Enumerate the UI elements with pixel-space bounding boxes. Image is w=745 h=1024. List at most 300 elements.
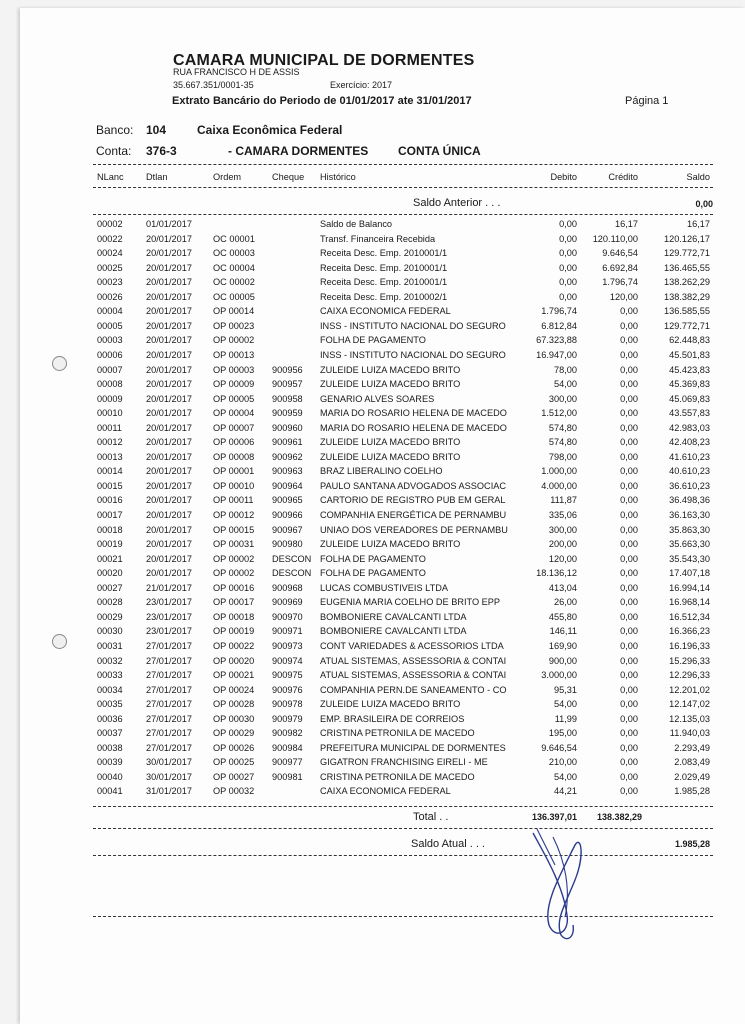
cell-historico: COMPANHIA PERN.DE SANEAMENTO - CO [320,684,507,695]
cell-historico: UNIAO DOS VEREADORES DE PERNAMBU [320,524,508,535]
cell-cheque: 900982 [272,728,303,739]
cell-ordem: OP 00032 [213,786,255,797]
column-header-historico: Histórico [320,172,356,182]
statement-title: Extrato Bancário do Periodo de 01/01/2017 ate 31/01/2017 [172,95,472,107]
cell-dtlan: 20/01/2017 [146,437,192,448]
cell-saldo: 45.423,83 [669,364,710,375]
cell-ordem: OP 00015 [213,524,255,535]
cell-ordem: OP 00001 [213,466,255,477]
column-header-nlanc: NLanc [97,172,124,182]
cell-debito: 120,00 [548,553,577,564]
cell-historico: ZULEIDE LUIZA MACEDO BRITO [320,699,461,710]
cell-ordem: OP 00004 [213,408,255,419]
cell-debito: 146,11 [549,626,577,637]
cell-historico: BOMBONIERE CAVALCANTI LTDA [320,626,467,637]
cell-debito: 6.812,84 [541,320,577,331]
column-header-dtlan: Dtlan [146,172,168,182]
cell-credito: 16,17 [615,219,638,229]
cell-credito: 120.110,00 [592,233,638,244]
cell-historico: EUGENIA MARIA COELHO DE BRITO EPP [320,597,501,608]
column-header-ordem: Ordem [213,172,242,182]
cell-dtlan: 31/01/2017 [146,786,192,797]
cell-dtlan: 01/01/2017 [146,219,192,229]
cell-dtlan: 27/01/2017 [146,640,192,651]
divider [93,164,713,165]
cell-dtlan: 20/01/2017 [146,451,192,462]
cell-historico: Transf. Financeira Recebida [320,233,436,244]
cell-ordem: OP 00012 [213,510,255,520]
cell-ordem: OP 00024 [213,684,255,695]
cell-nlanc: 00013 [97,451,123,462]
cell-cheque: 900960 [272,422,303,433]
cell-saldo: 2.293,49 [674,742,710,753]
cell-saldo: 129.772,71 [664,320,710,331]
cell-credito: 0,00 [620,655,638,666]
cell-saldo: 40.610,23 [669,466,710,477]
cell-dtlan: 23/01/2017 [146,626,192,637]
cell-credito: 0,00 [620,611,638,622]
cell-nlanc: 00027 [97,582,123,593]
cell-credito: 0,00 [620,349,638,360]
cell-dtlan: 20/01/2017 [146,262,192,273]
cell-historico: BRAZ LIBERALINO COELHO [320,466,443,477]
cell-credito: 0,00 [620,320,638,331]
cell-historico: EMP. BRASILEIRA DE CORREIOS [320,713,465,724]
cell-saldo: 136.585,55 [664,306,710,317]
cell-saldo: 136.465,55 [664,262,710,273]
divider [93,187,713,188]
cell-cheque: 900977 [272,757,303,768]
cell-saldo: 12.135,03 [669,713,710,724]
cell-nlanc: 00024 [97,248,123,259]
cell-ordem: OP 00013 [213,349,255,360]
cell-debito: 300,00 [548,524,577,535]
divider [93,828,713,829]
cell-ordem: OP 00016 [213,582,255,593]
cell-debito: 26,00 [554,597,577,608]
cell-historico: LUCAS COMBUSTIVEIS LTDA [320,582,448,593]
cell-saldo: 16.366,23 [669,626,710,637]
cell-debito: 210,00 [548,757,577,768]
cell-saldo: 12.147,02 [669,699,710,710]
cell-dtlan: 20/01/2017 [146,510,192,520]
cell-nlanc: 00009 [97,393,123,404]
cell-dtlan: 21/01/2017 [146,582,192,593]
cell-credito: 0,00 [620,393,638,404]
cell-credito: 0,00 [620,757,638,768]
cell-dtlan: 20/01/2017 [146,349,192,360]
cell-historico: Receita Desc. Emp. 2010001/1 [320,277,448,288]
cell-debito: 54,00 [554,379,577,390]
cell-dtlan: 27/01/2017 [146,684,192,695]
cell-credito: 0,00 [620,786,638,797]
cell-dtlan: 20/01/2017 [146,320,192,331]
cell-saldo: 16.968,14 [669,597,710,608]
cell-saldo: 138.382,29 [664,291,710,302]
cell-nlanc: 00023 [97,277,123,288]
cell-historico: CONT VARIEDADES & ACESSORIOS LTDA [320,640,504,651]
cell-nlanc: 00015 [97,480,123,491]
column-header-credito: Crédito [608,172,638,182]
cell-ordem: OP 00018 [213,611,255,622]
cell-cheque: 900979 [272,713,303,724]
cell-dtlan: 20/01/2017 [146,524,192,535]
cell-ordem: OP 00025 [213,757,255,768]
divider [93,214,713,215]
cell-debito: 1.000,00 [541,466,577,477]
cell-saldo: 45.501,83 [669,349,710,360]
cell-nlanc: 00030 [97,626,123,637]
cell-credito: 0,00 [620,480,638,491]
cell-dtlan: 30/01/2017 [146,757,192,768]
cell-historico: INSS - INSTITUTO NACIONAL DO SEGURO [320,349,506,360]
cell-dtlan: 23/01/2017 [146,597,192,608]
cell-dtlan: 20/01/2017 [146,466,192,477]
cell-credito: 0,00 [620,408,638,419]
cell-debito: 18.136,12 [536,568,577,579]
cell-credito: 0,00 [620,466,638,477]
cell-debito: 111,87 [550,495,577,506]
cell-nlanc: 00004 [97,306,123,317]
cell-debito: 54,00 [554,699,577,710]
cell-debito: 54,00 [554,771,577,782]
cell-cheque: 900984 [272,742,303,753]
cell-dtlan: 27/01/2017 [146,670,192,681]
cell-historico: PREFEITURA MUNICIPAL DE DORMENTES [320,742,506,753]
cell-historico: MARIA DO ROSARIO HELENA DE MACEDO [320,408,507,419]
cell-historico: Receita Desc. Emp. 2010001/1 [320,248,448,259]
exercicio-value: 2017 [372,80,393,90]
cell-saldo: 15.296,33 [669,655,710,666]
cell-saldo: 45.369,83 [669,379,710,390]
cell-saldo: 35.863,30 [669,524,710,535]
cell-credito: 0,00 [620,568,638,579]
cell-ordem: OP 00005 [213,393,255,404]
cell-ordem: OP 00029 [213,728,255,739]
cell-nlanc: 00026 [97,291,123,302]
total-credito: 138.382,29 [596,812,642,822]
cell-dtlan: 20/01/2017 [146,495,192,506]
cell-nlanc: 00034 [97,684,123,695]
cell-nlanc: 00033 [97,670,123,681]
cell-nlanc: 00006 [97,349,123,360]
cell-credito: 0,00 [620,306,638,317]
cell-dtlan: 20/01/2017 [146,539,192,550]
banco-label: Banco: [96,123,134,137]
cell-saldo: 17.407,18 [669,568,710,579]
cell-historico: CARTORIO DE REGISTRO PUB EM GERAL [320,495,506,506]
cell-nlanc: 00019 [97,539,123,550]
cell-ordem: OP 00027 [213,771,255,782]
cell-debito: 0,00 [559,233,577,244]
cell-dtlan: 20/01/2017 [146,553,192,564]
cell-nlanc: 00007 [97,364,123,375]
exercicio-label: Exercício: [330,80,370,90]
cell-historico: CRISTINA PETRONILA DE MACEDO [320,728,475,739]
cell-saldo: 16,17 [687,219,710,229]
cell-cheque: DESCON [272,568,312,579]
cell-cheque: 900959 [272,408,303,419]
saldo-atual-label: Saldo Atual . . . [411,838,485,850]
cell-saldo: 16.512,34 [669,611,710,622]
cell-debito: 67.323,88 [536,335,577,346]
cell-saldo: 35.663,30 [669,539,710,550]
cell-debito: 798,00 [548,451,577,462]
saldo-atual-value: 1.985,28 [674,839,710,849]
conta-type: CONTA ÚNICA [398,144,481,158]
cell-debito: 11,99 [554,713,577,724]
cell-saldo: 129.772,71 [664,248,710,259]
cell-debito: 574,80 [548,422,577,433]
cell-dtlan: 27/01/2017 [146,728,192,739]
cell-ordem: OP 00021 [213,670,255,681]
cell-historico: FOLHA DE PAGAMENTO [320,568,426,579]
cell-saldo: 12.201,02 [669,684,710,695]
cell-debito: 3.000,00 [541,670,577,681]
cell-saldo: 36.498,36 [669,495,710,506]
cell-dtlan: 27/01/2017 [146,742,192,753]
cell-dtlan: 20/01/2017 [146,408,192,419]
cell-debito: 1.512,00 [541,408,577,419]
cell-cheque: 900957 [272,379,303,390]
cell-dtlan: 20/01/2017 [146,306,192,317]
cell-debito: 195,00 [548,728,577,739]
cell-ordem: OP 00031 [213,539,255,550]
cell-debito: 900,00 [548,655,577,666]
cell-cheque: 900966 [272,510,303,520]
cell-ordem: OP 00003 [213,364,255,375]
cell-cheque: 900980 [272,539,303,550]
cell-nlanc: 00021 [97,553,123,564]
cell-credito: 120,00 [609,291,638,302]
cell-cheque: 900965 [272,495,303,506]
cell-debito: 16.947,00 [536,349,577,360]
cell-debito: 0,00 [559,219,577,229]
cell-dtlan: 20/01/2017 [146,393,192,404]
cell-dtlan: 27/01/2017 [146,699,192,710]
page-number: Página 1 [625,95,669,107]
cell-nlanc: 00010 [97,408,123,419]
cell-cheque: 900961 [272,437,303,448]
cell-debito: 4.000,00 [541,480,577,491]
cell-saldo: 36.163,30 [669,510,710,520]
cell-cheque: 900967 [272,524,303,535]
cell-debito: 574,80 [548,437,577,448]
cell-debito: 455,80 [548,611,577,622]
cell-historico: ZULEIDE LUIZA MACEDO BRITO [320,451,461,462]
cell-debito: 413,04 [548,582,577,593]
saldo-anterior-label: Saldo Anterior . . . [413,197,501,209]
cell-nlanc: 00016 [97,495,123,506]
cell-ordem: OP 00002 [213,568,255,579]
cell-credito: 0,00 [620,728,638,739]
cell-credito: 9.646,54 [602,248,638,259]
cell-debito: 0,00 [559,291,577,302]
cell-debito: 1.796,74 [541,306,577,317]
cell-nlanc: 00038 [97,742,123,753]
cell-dtlan: 30/01/2017 [146,771,192,782]
cell-ordem: OP 00019 [213,626,255,637]
banco-number: 104 [146,123,167,137]
cell-ordem: OP 00008 [213,451,255,462]
saldo-anterior-value: 0,00 [695,199,713,209]
column-header-cheque: Cheque [272,172,305,182]
banco-name: Caixa Econômica Federal [197,123,343,137]
cell-ordem: OP 00002 [213,553,255,564]
cell-nlanc: 00005 [97,320,123,331]
cell-historico: FOLHA DE PAGAMENTO [320,553,426,564]
cell-cheque: 900973 [272,640,303,651]
conta-label: Conta: [96,144,132,158]
cell-ordem: OP 00011 [213,495,254,506]
total-debito: 136.397,01 [531,812,577,822]
cell-saldo: 120.126,17 [664,233,710,244]
cell-debito: 0,00 [559,277,577,288]
cell-historico: ZULEIDE LUIZA MACEDO BRITO [320,364,461,375]
cell-credito: 0,00 [620,335,638,346]
cell-debito: 200,00 [548,539,577,550]
cell-cheque: 900981 [272,771,303,782]
cell-saldo: 35.543,30 [669,553,710,564]
cell-credito: 0,00 [620,379,638,390]
cell-saldo: 62.448,83 [669,335,710,346]
cell-ordem: OP 00022 [213,640,255,651]
cell-historico: INSS - INSTITUTO NACIONAL DO SEGURO [320,320,506,331]
cell-saldo: 2.083,49 [674,757,710,768]
cell-nlanc: 00037 [97,728,123,739]
cell-ordem: OC 00002 [213,277,255,288]
cell-cheque: 900970 [272,611,303,622]
cell-nlanc: 00018 [97,524,123,535]
cell-historico: MARIA DO ROSARIO HELENA DE MACEDO [320,422,507,433]
cell-dtlan: 20/01/2017 [146,335,192,346]
cell-dtlan: 20/01/2017 [146,422,192,433]
cell-nlanc: 00003 [97,335,123,346]
cell-cheque: 900975 [272,670,303,681]
cell-debito: 335,06 [548,510,577,520]
cell-cheque: DESCON [272,553,312,564]
cell-cheque: 900969 [272,597,303,608]
cell-nlanc: 00035 [97,699,123,710]
cell-credito: 0,00 [620,422,638,433]
cell-credito: 0,00 [620,524,638,535]
cell-ordem: OP 00002 [213,335,255,346]
cell-dtlan: 20/01/2017 [146,568,192,579]
cell-debito: 0,00 [559,248,577,259]
cell-nlanc: 00040 [97,771,123,782]
cell-nlanc: 00032 [97,655,123,666]
cell-dtlan: 20/01/2017 [146,480,192,491]
cell-nlanc: 00017 [97,510,123,520]
cell-nlanc: 00028 [97,597,123,608]
cell-nlanc: 00014 [97,466,123,477]
total-label: Total . . [413,811,449,823]
cell-historico: Saldo de Balanco [320,219,393,229]
cell-credito: 0,00 [620,451,638,462]
cell-cheque: 900962 [272,451,303,462]
cell-credito: 0,00 [620,582,638,593]
cell-cheque: 900964 [272,480,303,491]
cell-ordem: OP 00020 [213,655,255,666]
cell-credito: 0,00 [620,713,638,724]
cell-credito: 0,00 [620,771,638,782]
cell-historico: ATUAL SISTEMAS, ASSESSORIA & CONTAI [320,670,507,681]
cell-ordem: OP 00009 [213,379,255,390]
cell-dtlan: 20/01/2017 [146,248,192,259]
cell-nlanc: 00012 [97,437,123,448]
cell-debito: 78,00 [554,364,577,375]
cell-ordem: OC 00005 [213,291,255,302]
cell-nlanc: 00025 [97,262,123,273]
cell-credito: 1.796,74 [602,277,638,288]
cell-credito: 0,00 [620,684,638,695]
cell-saldo: 42.408,23 [669,437,710,448]
cell-ordem: OC 00003 [213,248,255,259]
cell-ordem: OC 00004 [213,262,255,273]
cell-historico: CAIXA ECONOMICA FEDERAL [320,786,451,797]
cell-credito: 0,00 [620,597,638,608]
cell-historico: ZULEIDE LUIZA MACEDO BRITO [320,379,461,390]
divider [93,806,713,807]
cell-historico: GENARIO ALVES SOARES [320,393,435,404]
cell-historico: Receita Desc. Emp. 2010001/1 [320,262,448,273]
cell-debito: 9.646,54 [541,742,577,753]
cell-historico: ZULEIDE LUIZA MACEDO BRITO [320,539,461,550]
cell-credito: 0,00 [620,699,638,710]
cell-dtlan: 20/01/2017 [146,291,192,302]
cell-saldo: 36.610,23 [669,480,710,491]
cell-historico: FOLHA DE PAGAMENTO [320,335,426,346]
cell-cheque: 900963 [272,466,303,477]
handwritten-signature [515,825,595,945]
cell-debito: 300,00 [548,393,577,404]
cell-credito: 0,00 [620,364,638,375]
divider [93,916,713,917]
cell-historico: BOMBONIERE CAVALCANTI LTDA [320,611,467,622]
cell-ordem: OP 00028 [213,699,255,710]
cell-nlanc: 00022 [97,233,123,244]
divider [93,855,713,856]
cell-credito: 0,00 [620,670,638,681]
cell-historico: CAIXA ECONOMICA FEDERAL [320,306,451,317]
cell-credito: 0,00 [620,640,638,651]
cell-credito: 0,00 [620,742,638,753]
cell-saldo: 2.029,49 [674,771,710,782]
cell-ordem: OP 00014 [213,306,255,317]
organization-cnpj: 35.667.351/0001-35 [173,80,254,90]
cell-credito: 6.692,84 [602,262,638,273]
cell-nlanc: 00002 [97,219,123,229]
cell-saldo: 42.983,03 [669,422,710,433]
cell-historico: GIGATRON FRANCHISING EIRELI - ME [320,757,488,768]
cell-cheque: 900976 [272,684,303,695]
cell-dtlan: 20/01/2017 [146,233,192,244]
cell-dtlan: 20/01/2017 [146,364,192,375]
cell-cheque: 900958 [272,393,303,404]
cell-debito: 169,90 [548,640,577,651]
organization-name: CAMARA MUNICIPAL DE DORMENTES [173,52,475,69]
cell-cheque: 900974 [272,655,303,666]
cell-historico: Receita Desc. Emp. 2010002/1 [320,291,448,302]
cell-nlanc: 00011 [97,422,122,433]
column-header-saldo: Saldo [686,172,710,182]
organization-address: RUA FRANCISCO H DE ASSIS [173,67,300,77]
cell-debito: 0,00 [559,262,577,273]
cell-ordem: OP 00026 [213,742,255,753]
cell-saldo: 45.069,83 [669,393,710,404]
cell-cheque: 900968 [272,582,303,593]
cell-historico: ZULEIDE LUIZA MACEDO BRITO [320,437,461,448]
